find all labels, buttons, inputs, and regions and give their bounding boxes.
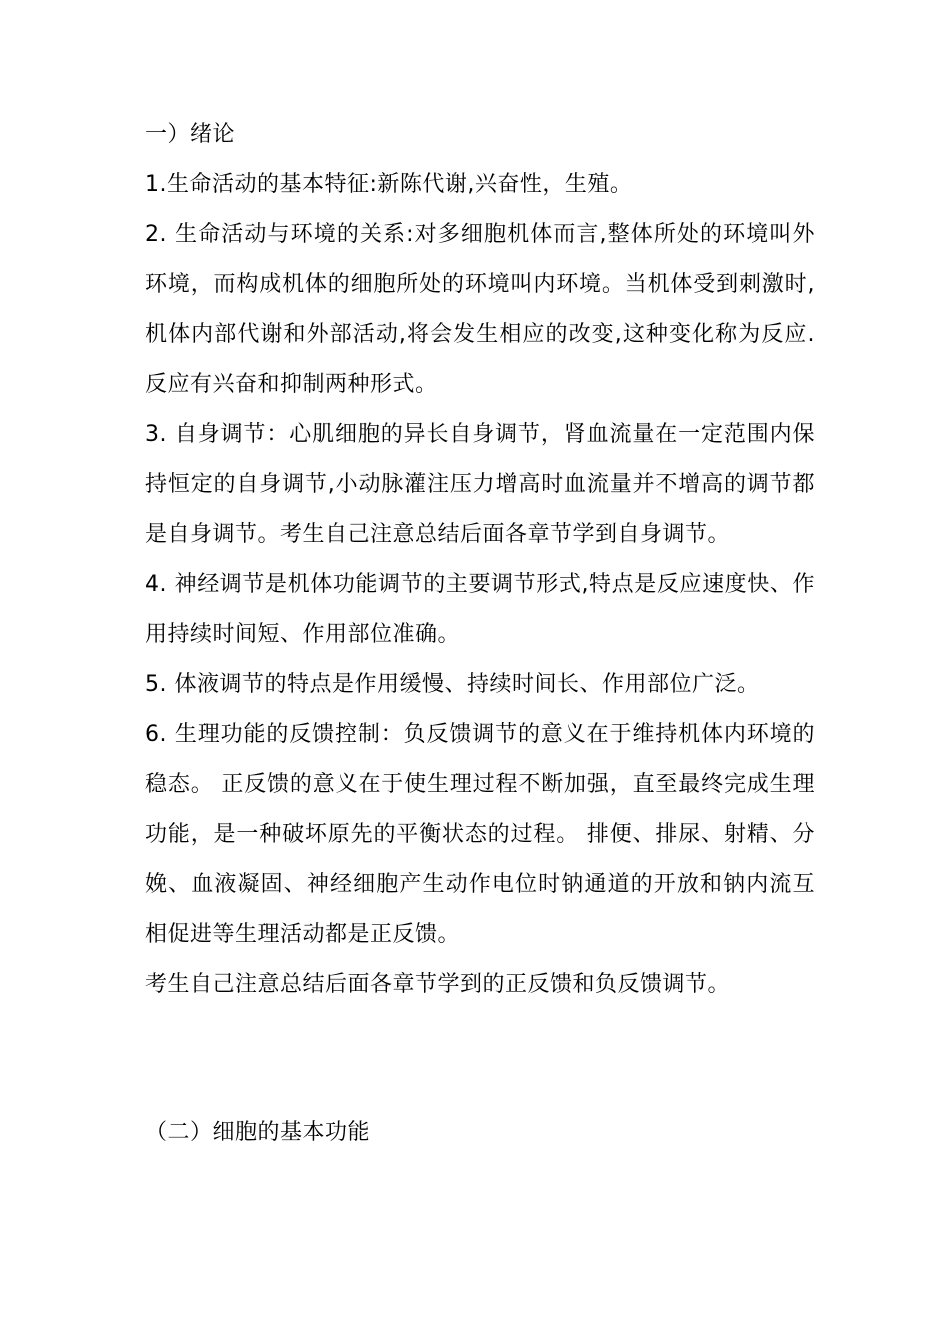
paragraph-neural-regulation: 4. 神经调节是机体功能调节的主要调节形式,特点是反应速度快、作用持续时间短、作用部位准确。 (145, 572, 815, 647)
section-two-heading-block (145, 1108, 815, 1158)
paragraph-feedback-note: 考生自己注意总结后面各章节学到的正反馈和负反馈调节。 (145, 972, 731, 997)
paragraph-environment: 2. 生命活动与环境的关系:对多细胞机体而言,整体所处的环境叫外环境，而构成机体的细胞所处的环境叫内环境。当机体受到刺激时,机体内部代谢和外部活动,将会发生相应的改变,这种变化称为反应.反应有兴奋和抑制两种形式。 (145, 222, 815, 397)
paragraph-humoral-regulation: 5. 体液调节的特点是作用缓慢、持续时间长、作用部位广泛。 (145, 672, 760, 697)
section-two-heading: （二）细胞的基本功能 (145, 1120, 371, 1145)
document-body (145, 110, 815, 1010)
section-one-heading: 一）绪论 (145, 122, 236, 147)
paragraph-self-regulation: 3. 自身调节：心肌细胞的异长自身调节，肾血流量在一定范围内保持恒定的自身调节,小动脉灌注压力增高时血流量并不增高的调节都是自身调节。考生自己注意总结后面各章节学到自身调节。 (145, 422, 815, 547)
paragraph-basic-features: 1.生命活动的基本特征:新陈代谢,兴奋性，生殖。 (145, 172, 633, 197)
paragraph-feedback-control: 6. 生理功能的反馈控制：负反馈调节的意义在于维持机体内环境的稳态。 正反馈的意义在于使生理过程不断加强，直至最终完成生理功能，是一种破坏原先的平衡状态的过程。 排便、排尿、射精、分娩、血液凝固、神经细胞产生动作电位时钠通道的开放和钠内流互相促进等生理活动都是正反馈。 (145, 722, 815, 947)
